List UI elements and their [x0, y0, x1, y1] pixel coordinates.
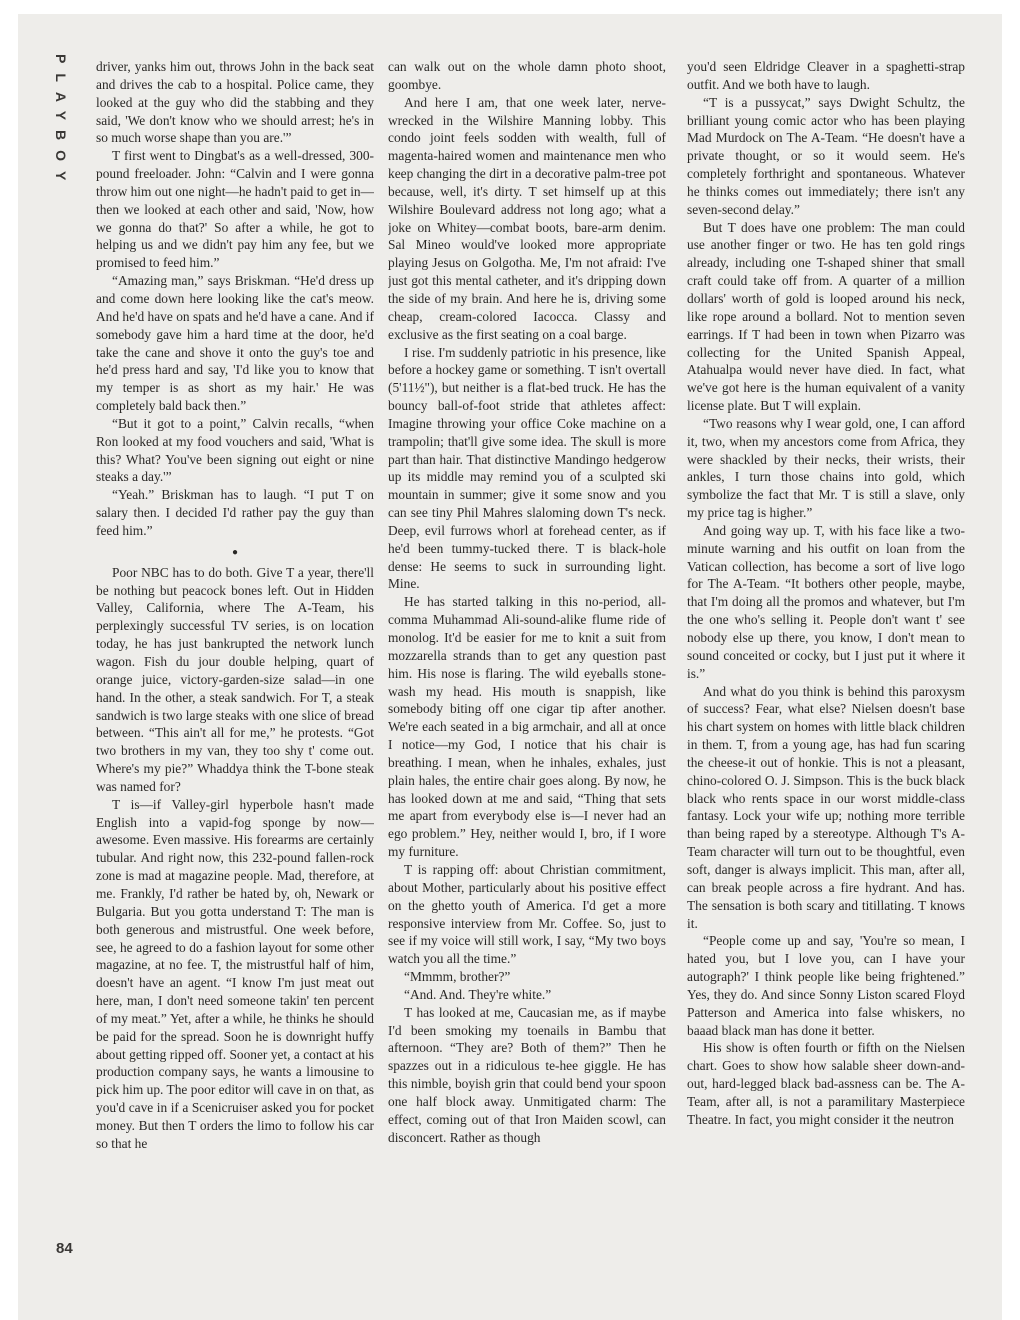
article-paragraph: “T is a pussycat,” says Dwight Schultz, the brilliant young comic actor who has been playing Mad Murdock on The A-Team. “He doesn't have a private thought, or so it would seem. He's completely forthright and spontaneous. Whatever he thinks comes out immediately; there isn't any seven-second delay.” — [687, 94, 965, 217]
article-paragraph: And going way up. T, with his face like a two-minute warning and his outfit on loan from the Vatican collection, has become a sort of live logo for The A-Team. “It bothers other people, maybe, that I'm doing all the promos and whatever, but I'm the one who's selling it. People don't want t' see nobody else up there, you know, I don't mean to sound conceited or cocky, but I just put it where it is.” — [687, 522, 965, 681]
article-paragraph: And here I am, that one week later, nerve-wrecked in the Wilshire Manning lobby. This condo joint feels sodden with wealth, full of magenta-haired women and maintenance men who keep changing the dirt in a decorative palm-tree pot because, well, it's dirty. T set himself up at this Wilshire Boulevard address not long ago; what a joke on Whitey—combat boots, bare-arm denim. Sal Mineo would've looked more appropriate playing Jesus on Golgotha. Me, I'm not afraid: I've just got this mental catheter, and it's dripping down the side of my brain. And here he is, driving some cheap, cream-colored Iacocca. Classy and exclusive as the first seating on a coal barge. — [388, 94, 666, 342]
article-paragraph: I rise. I'm suddenly patriotic in his presence, like before a hockey game or something. T isn't overtall (5'11½"), but neither is a flat-bed truck. He has the bouncy ball-of-foot stride that athletes affect: Imagine throwing your office Coke machine on a trampolin; that'll give some idea. The skull is more part than hair. That distinctive Mandingo hedgerow up its middle may remind you of a sculpted ski mountain in summer; give it some snow and you can see tiny Phil Mahres slaloming down T's neck. Deep, evil furrows whorl at forehead center, as if he'd been tummy-tucked there. T is black-hole dense: He seems to suck in surrounding light. Mine. — [388, 344, 666, 592]
article-paragraph: T has looked at me, Caucasian me, as if maybe I'd been smoking my toenails in Bambu that afternoon. “They are? Both of them?” Then he spazzes out in a ridiculous te-hee giggle. He has this nimble, boyish grin that could bend your spoon one half block away. Unmitigated charm: The effect, coming out of that Iron Maiden scowl, can disconcert. Rather as though — [388, 1004, 666, 1145]
article-paragraph: T is—if Valley-girl hyperbole hasn't made English into a vapid-fog sponge by now—awesome. Even massive. His forearms are certainly tubular. And right now, this 232-pound fallen-rock zone is mad at magazine people. Mad, therefore, at me. Frankly, I'd rather be hated by, oh, Newark or Bulgaria. But you gotta understand T: The man is both generous and mistrustful. One week before, see, he agreed to do a fashion layout for some other magazine, at no fee. T, the mistrustful half of him, doesn't have an agent. “I know I'm just meat out here, man, I don't need someone takin' ten percent of my meat.” Yet, after a while, he thinks he should be paid for the spread. Soon he is downright huffy about getting ripped off. Sooner yet, a contact at his production company says, he wants a limousine to pick him up. The poor editor will cave in on that, as you'd cave in if a Scenicruiser asked you for pocket money. But then T orders the limo to follow his car so that he — [96, 796, 374, 1151]
page-number: 84 — [56, 1240, 73, 1257]
article-paragraph: T first went to Dingbat's as a well-dressed, 300-pound freeloader. John: “Calvin and I were gonna throw him out one night—he hadn't paid to get in—then we looked at each other and said, 'Now, how we gonna do that?' So after a while, he got to helping us and we didn't pay him any fee, but we promised to feed him.” — [96, 148, 374, 271]
magazine-page — [18, 14, 1002, 1320]
section-break-bullet: ● — [231, 546, 239, 558]
text-column-1 — [96, 58, 374, 1303]
article-paragraph: T is rapping off: about Christian commitment, about Mother, particularly about his positive effect on the ghetto youth of America. I'd get a more responsive interview from Mr. Coffee. So, just to see if my voice will still work, I say, “My two boys watch you all the time.” — [388, 861, 666, 967]
article-paragraph: “Amazing man,” says Briskman. “He'd dress up and come down here looking like the cat's meow. And he'd have on spats and he'd have a cane. And if somebody gave him a hard time at the door, he'd take the cane and shove it onto the guy's toe and he'd press hard and say, 'I'd like you to know that my temper is as short as my hair.' He was completely bald back then.” — [96, 273, 374, 414]
article-paragraph: “But it got to a point,” Calvin recalls, “when Ron looked at my food vouchers and said, 'What is this? What? You've been signing out eight or nine steaks a day.'” — [96, 415, 374, 485]
article-paragraph: can walk out on the whole damn photo shoot, goombye. — [388, 59, 666, 92]
article-paragraph: “Mmmm, brother?” — [404, 969, 511, 985]
article-paragraph: “People come up and say, 'You're so mean, I hated you, but I love you, can I have your autograph?' I think people like being frightened.” Yes, they do. And since Sonny Liston scared Floyd Patterson and America into false whiskers, no baaad black man has done it better. — [687, 933, 965, 1038]
article-paragraph: He has started talking in this no-period, all-comma Muhammad Ali-sound-alike flume ride of monolog. It'd be easier for me to knit a suit from mozzarella strands than to get any question past him. His nose is flaring. The wild eyeballs stone-wash my head. His mouth is snappish, like somebody biting off one cigar tip after another. We're each seated in a big armchair, and all at once I notice—my God, I notice that his chair is breathing. I mean, when he inhales, exhales, just plain hales, the entire chair goes along. By now, he has looked down at me and said, “Thing that sets me apart from everybody else is—I never had an ego problem.” Hey, neither would I, bro, if I wore my furniture. — [388, 594, 666, 860]
article-paragraph: His show is often fourth or fifth on the Nielsen chart. Goes to show how salable sheer down-and-out, hard-legged black bad-assness can be. The A-Team, after all, is not a paramilitary Masterpiece Theatre. In fact, you might consider it the neutron — [687, 1040, 965, 1127]
article-paragraph: “Two reasons why I wear gold, one, I can afford it, two, when my ancestors come from Africa, they were shackled by their necks, their wrists, their ankles, I turn those chains into gold, which symbolize the fact that Mr. T is still a slave, only my price tag is higher.” — [687, 415, 965, 521]
text-column-3 — [687, 58, 965, 1303]
article-paragraph: And what do you think is behind this paroxysm of success? Fear, what else? Nielsen doesn't base his chart system on homes with little black children in them. T, from a young age, has had fun scaring the cheese-it out of honkie. This is not a pleasant, chino-colored O. J. Simpson. This is the buck black black who rents space in our worst middle-class fantasy. Lock your wife up; nothing more terrible than being raped by a stereotype. Although T's A-Team character will turn out to be thoughtful, even soft, danger is always implicit. This man, after all, can break people across a fire hydrant. And has. The sensation is both scary and titillating. T knows it. — [687, 683, 965, 931]
article-paragraph: “And. And. They're white.” — [404, 986, 552, 1002]
article-paragraph: “Yeah.” Briskman has to laugh. “I put T on salary then. I decided I'd rather pay the guy than feed him.” — [96, 487, 374, 538]
article-paragraph: Poor NBC has to do both. Give T a year, there'll be nothing but peacock bones left. Out in Hidden Valley, California, where The A-Team, his perplexingly successful TV series, is on location today, he has just bankrupted the network lunch wagon. Fish du jour double helping, quart of orange juice, victory-garden-size salad—in one hand. In the other, a steak sandwich. For T, a steak sandwich is two large steaks with one slice of bread between. “This ain't all for me,” he protests. “Got two brothers in my van, they too shy t' come out. Where's my pie?” Whaddya think the T-bone steak was named for? — [96, 564, 374, 794]
text-column-2 — [388, 58, 666, 1303]
article-paragraph: driver, yanks him out, throws John in the back seat and drives the cab to a hospital. Police came, they looked at the guy who did the stabbing and they said, 'We don't know who we should arrest; he's in so much worse shape than you are.'” — [96, 59, 374, 146]
article-paragraph: But T does have one problem: The man could use another finger or two. He has ten gold rings already, including one T-shaped shiner that small craft could take off from. A quarter of a million dollars' worth of gold is looped around his neck, like rope around a bollard. Not to mention seven earrings. If T had been in town when Pizarro was collecting for the United Spanish Appeal, Atahualpa would never have died. In fact, what we've got here is the human equivalent of a vanity license plate. But T will explain. — [687, 219, 965, 414]
masthead-text: PLAYBOY — [53, 54, 69, 191]
article-paragraph: you'd seen Eldridge Cleaver in a spaghetti-strap outfit. And we both have to laugh. — [687, 59, 965, 92]
